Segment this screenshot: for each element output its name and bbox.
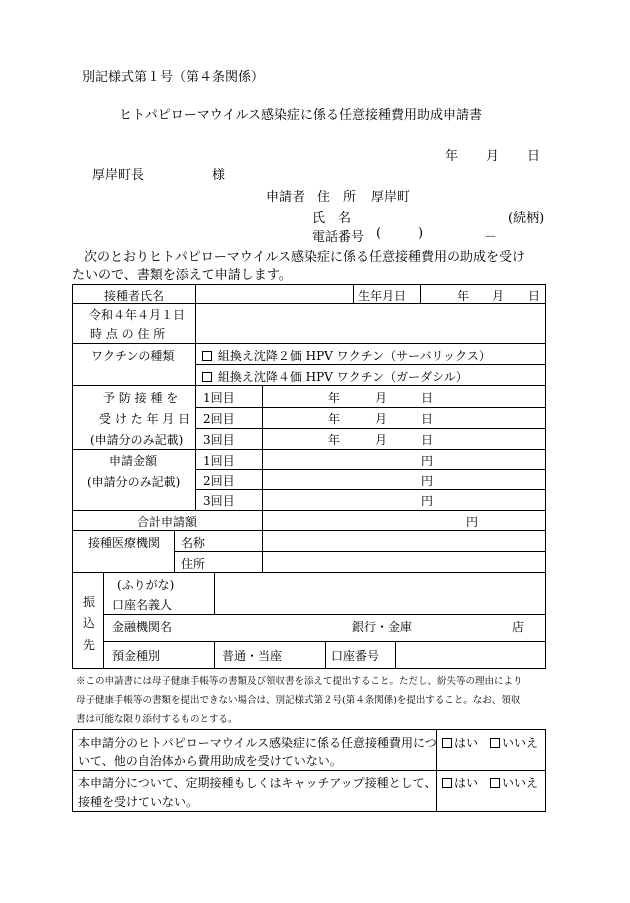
note-line-1: ※この申請書には母子健康手帳等の書類及び領収書を添えて提出すること。ただし、紛失等の理由により <box>76 676 523 687</box>
checkbox-icon[interactable] <box>490 778 500 788</box>
transfer-label-1: 振 <box>83 595 96 609</box>
dose-2-month: 月 <box>375 412 388 426</box>
amount-dose-2-label: 2回目 <box>203 474 235 488</box>
clinic-address-label: 住所 <box>181 557 206 571</box>
account-type-options: 普通・当座 <box>222 649 283 663</box>
address-date-label: 令和４年４月１日 <box>89 308 186 322</box>
date-day-label: 日 <box>527 149 541 164</box>
clinic-name-label: 名称 <box>181 536 206 550</box>
address-label: 住 所 <box>317 190 357 205</box>
date-month-label: 月 <box>486 149 500 164</box>
dob-day: 日 <box>528 289 541 303</box>
applicant-label: 申請者 <box>266 190 306 205</box>
name-label: 氏 名 <box>312 211 352 226</box>
check-1-no[interactable]: いいえ <box>490 734 538 751</box>
check-1-line-1: 本申請分のヒトパピローマウイルス感染症に係る任意接種費用につ <box>78 736 437 750</box>
dose-2-year: 年 <box>328 412 341 426</box>
dose-1-month: 月 <box>375 391 388 405</box>
note-line-3: 書は可能な限り添付するものとする。 <box>76 714 238 725</box>
account-type-label: 預金種別 <box>112 649 161 663</box>
dose-1-day: 日 <box>421 391 434 405</box>
vax-date-label-3: (申請分のみ記載) <box>90 433 184 447</box>
vaccine-option-4valent[interactable]: 組換え沈降４価 HPV ワクチン（ガーダシル） <box>202 368 468 385</box>
total-amount-yen: 円 <box>466 515 479 529</box>
check-2-line-1: 本申請分について、定期接種もしくはキャッチアップ接種として、 <box>78 776 437 790</box>
amount-dose-3-label: 3回目 <box>203 494 235 508</box>
transfer-label-3: 先 <box>83 638 96 652</box>
amount-dose-1-yen: 円 <box>421 454 434 468</box>
phone-label: 電話番号 <box>312 230 365 245</box>
dose-3-month: 月 <box>375 433 388 447</box>
honorific: 様 <box>212 168 226 183</box>
dob-label: 生年月日 <box>358 289 407 303</box>
checkbox-icon[interactable] <box>442 738 452 748</box>
dose-2-day: 日 <box>421 412 434 426</box>
branch-label: 店 <box>512 620 525 634</box>
amount-label-2: (申請分のみ記載) <box>87 475 181 489</box>
date-year-label: 年 <box>445 149 459 164</box>
check-2-yes[interactable]: はい <box>442 774 478 791</box>
checkbox-icon[interactable] <box>490 738 500 748</box>
furigana-label: (ふりがな) <box>117 578 175 592</box>
addressee: 厚岸町長 <box>92 168 145 183</box>
check-1-line-2: いて、他の自治体から費用助成を受けていない。 <box>78 754 342 768</box>
account-number-label: 口座番号 <box>331 649 380 663</box>
form-number: 別記様式第１号（第４条関係） <box>82 70 265 85</box>
amount-dose-1-label: 1回目 <box>203 454 235 468</box>
bank-type-label: 銀行・金庫 <box>352 620 413 634</box>
intro-line-1: 次のとおりヒトパピローマウイルス感染症に係る任意接種費用の助成を受け <box>84 250 525 265</box>
intro-line-2: たいので、書類を添えて申請します。 <box>72 268 292 283</box>
amount-dose-2-yen: 円 <box>421 474 434 488</box>
dob-month: 月 <box>492 289 505 303</box>
account-holder-label: 口座名義人 <box>112 598 173 612</box>
address-value: 厚岸町 <box>371 190 411 205</box>
dose-3-day: 日 <box>421 433 434 447</box>
vax-date-label-1: 予 防 接 種 を <box>103 391 179 405</box>
total-amount-label: 合計申請額 <box>137 515 198 529</box>
vaccine-type-label: ワクチンの種類 <box>91 349 175 363</box>
phone-dash: － <box>484 230 498 245</box>
vax-date-label-2: 受 け た 年 月 日 <box>99 412 191 426</box>
dose-1-year: 年 <box>328 391 341 405</box>
dose-2-label: 2回目 <box>203 412 235 426</box>
vaccine-option-2valent[interactable]: 組換え沈降２価 HPV ワクチン（サーバリックス） <box>202 347 491 364</box>
patient-name-label: 接種者氏名 <box>104 289 165 303</box>
dose-1-label: 1回目 <box>203 391 235 405</box>
page-title: ヒトパピローマウイルス感染症に係る任意接種費用助成申請書 <box>119 108 482 123</box>
relation-label: (続柄) <box>508 211 545 226</box>
dose-3-label: 3回目 <box>203 433 235 447</box>
amount-dose-3-yen: 円 <box>421 494 434 508</box>
phone-close: ) <box>418 226 424 241</box>
transfer-label-2: 込 <box>83 616 96 630</box>
checkbox-icon[interactable] <box>202 372 212 382</box>
bank-name-label: 金融機関名 <box>112 620 173 634</box>
phone-open: ( <box>376 226 382 241</box>
check-2-line-2: 接種を受けていない。 <box>78 795 199 809</box>
amount-label-1: 申請金額 <box>109 454 158 468</box>
clinic-label: 接種医療機関 <box>88 536 161 550</box>
checkbox-icon[interactable] <box>202 351 212 361</box>
address-point-label: 時 点 の 住 所 <box>90 327 166 341</box>
checkbox-icon[interactable] <box>442 778 452 788</box>
note-line-2: 母子健康手帳等の書類を提出できない場合は、別記様式第２号(第４条関係)を提出すること。なお、領収 <box>76 695 521 706</box>
check-2-no[interactable]: いいえ <box>490 774 538 791</box>
dose-3-year: 年 <box>328 433 341 447</box>
check-1-yes[interactable]: はい <box>442 734 478 751</box>
dob-year: 年 <box>457 289 470 303</box>
